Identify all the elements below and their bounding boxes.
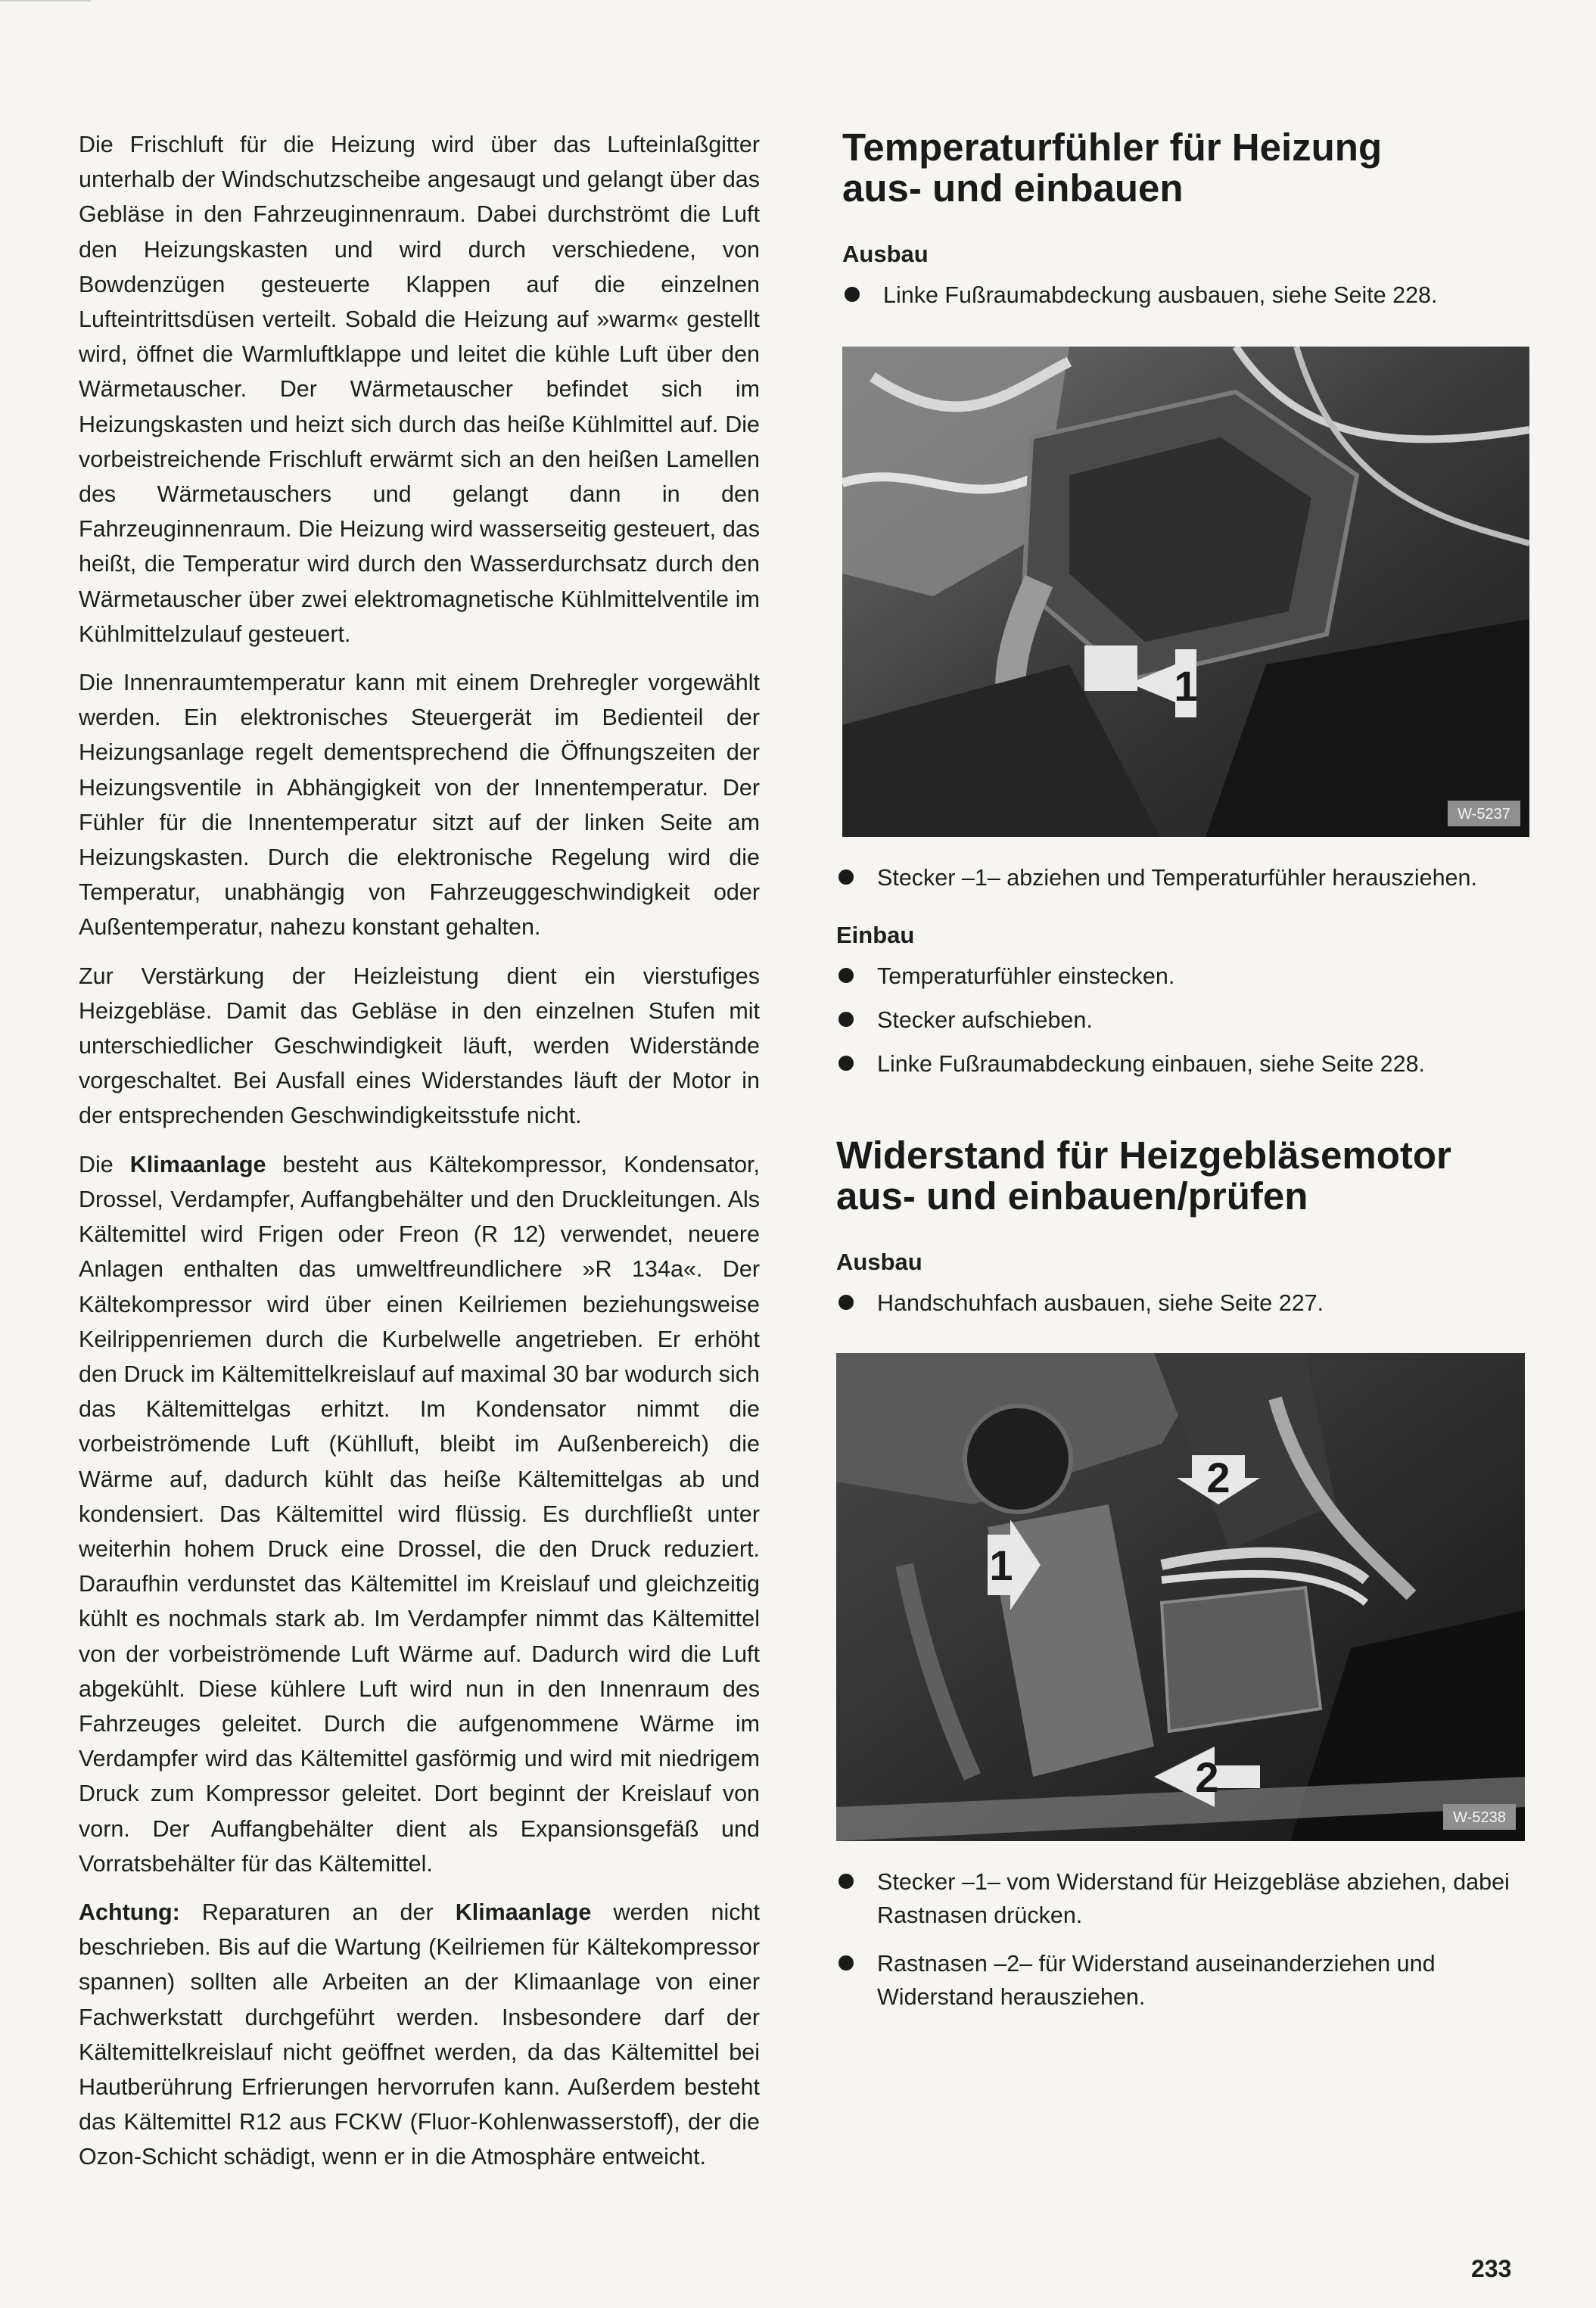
photo-code: W-5237 [1458, 806, 1510, 823]
step-item [836, 861, 1517, 894]
step-item [836, 1003, 1517, 1037]
bullet-icon [838, 968, 854, 983]
section-temperature-sensor [836, 127, 1517, 1081]
photo-temperature-sensor [842, 347, 1529, 837]
step-item [836, 1047, 1517, 1081]
photo-drawing [836, 1353, 1525, 1841]
warning-label: Achtung: [79, 1899, 180, 1925]
right-column [836, 127, 1517, 2014]
title-line: Widerstand für Heizgebläsemotor [836, 1134, 1451, 1177]
paragraph-blower: Zur Verstärkung der Heizleistung dient ein vierstufiges Heizgebläse. Damit das Gebläse in den einzelnen Stufen mit unterschiedlicher Geschwindigkeit läuft, werden Widerstände vorgeschaltet. Bei Ausfall eines Widerstandes läuft der Motor in der entsprechenden Geschwindigkeitsstufe nicht. [79, 963, 760, 1129]
step-text: Stecker aufschieben. [877, 1007, 1093, 1033]
step-text: Stecker –1– abziehen und Temperaturfühler herausziehen. [877, 865, 1477, 891]
photo-code: W-5238 [1453, 1809, 1506, 1826]
photo-callout-1: 1 [1174, 662, 1198, 710]
text: werden nicht beschrieben. Bis auf die Wartung (Keilriemen für Kältekompressor spannen) sollten alle Arbeiten an der Klimaanlage von einer Fachwerkstatt durchgeführt werden. Insbesondere darf der Kältemittelkreislauf nicht geöffnet werden, da das Kältemittel bei Hautberührung Erfrierungen hervorrufen kann. Außerdem besteht das Kältemittel R12 aus FCKW (Fluor-Kohlenwasserstoff), der die Ozon-Schicht schädigt, wenn er in die Atmosphäre entweicht. [79, 1899, 760, 2170]
step-text: Linke Fußraumabdeckung einbauen, siehe Seite 228. [877, 1051, 1426, 1077]
subheading-einbau: Einbau [836, 922, 915, 948]
bold-term: Klimaanlage [455, 1899, 592, 1925]
page-number: 233 [1471, 2255, 1512, 2282]
paragraph-warning [79, 1895, 760, 2175]
bullet-icon [838, 1056, 854, 1071]
step-item [836, 1947, 1517, 2014]
subheading-ausbau: Ausbau [842, 241, 929, 267]
paragraph-heating-airflow: Die Frischluft für die Heizung wird über das Lufteinlaßgitter unterhalb der Windschutzscheibe angesaugt und gelangt über das Gebläse in den Fahrzeuginnenraum. Dabei durchströmt die Luft den Heizungskasten und wird durch verschiedene, von Bowdenzügen gesteuerte Klappen auf die einzelnen Lufteintrittsdüsen verteilt. Sobald die Heizung auf »warm« gestellt wird, öffnet die Warmluftklappe und leitet die kühle Luft über den Wärmetauscher. Der Wärmetauscher befindet sich im Heizungskasten und heizt sich durch das heiße Kühlmittel auf. Die vorbeistreichende Frischluft erwärmt sich an den heißen Lamellen des Wärmetauschers und gelangt dann in den Fahrzeuginnenraum. Die Heizung wird wasserseitig gesteuert, das heißt, die Temperatur wird durch den Wasserdurchsatz durch den Wärmetauscher über zwei elektromagnetische Kühlmittelventile im Kühlmittelzulauf gesteuert. [79, 132, 760, 647]
step-item [836, 960, 1517, 993]
photo-callout-1: 1 [989, 1541, 1013, 1589]
title-line: aus- und einbauen [842, 166, 1184, 210]
photo-blower-resistor [836, 1353, 1525, 1841]
section-blower-resistor [836, 1135, 1517, 2014]
section-title [836, 1135, 1517, 1217]
step-text: Linke Fußraumabdeckung ausbauen, siehe Seite 228. [883, 282, 1438, 308]
title-line: Temperaturfühler für Heizung [842, 126, 1383, 169]
bullet-icon [838, 1874, 854, 1889]
step-item [836, 1286, 1517, 1320]
photo-drawing [842, 347, 1529, 837]
text: Die [79, 1151, 130, 1177]
subheading-ausbau: Ausbau [836, 1249, 922, 1275]
photo-callout-2-bottom: 2 [1195, 1753, 1219, 1801]
title-line: aus- und einbauen/prüfen [836, 1174, 1308, 1218]
step-text: Stecker –1– vom Widerstand für Heizgebläse abziehen, dabei Rastnasen drücken. [877, 1869, 1510, 1928]
step-item [836, 1865, 1517, 1932]
bullet-icon [838, 1955, 854, 1971]
step-text: Handschuhfach ausbauen, siehe Seite 227. [877, 1290, 1324, 1316]
paragraph-temperature-control: Die Innenraumtemperatur kann mit einem Drehregler vorgewählt werden. Ein elektronisches Steuergerät im Bedienteil der Heizungsanlage regelt dementsprechend die Öffnungszeiten der Heizungsventile in Abhängigkeit von der Innentemperatur. Der Fühler für die Innentemperatur sitzt auf der linken Seite am Heizungskasten. Durch die elektronische Regelung wird die Temperatur, unabhängig von Fahrzeuggeschwindigkeit oder Außentemperatur, nahezu konstant gehalten. [79, 670, 760, 941]
bullet-icon [838, 869, 854, 885]
bold-term: Klimaanlage [129, 1151, 266, 1177]
text: besteht aus Kältekompressor, Kondensator, Drossel, Verdampfer, Auffangbehälter und den Druckleitungen. Als Kältemittel wird Frigen oder Freon (R 12) verwendet, neuere Anlagen enthalten das umweltfreundlichere »R 134a«. Der Kältekompressor wird über einen Keilriemen beziehungsweise Keilrippenriemen durch die Kurbelwelle angetrieben. Er erhöht den Druck im Kältemittelkreislauf auf maximal 30 bar wodurch sich das Kältemittelgas erhitzt. Im Kondensator nimmt die vorbeiströmende Luft (Kühlluft, bleibt im Außenbereich) die Wärme auf, dadurch kühlt das heiße Kältemittelgas ab und kondensiert. Das Kältemittel wird flüssig. Es durchfließt unter weiterhin hohem Druck eine Drossel, die den Druck reduziert. Daraufhin verdunstet das Kältemittel im Kreislauf und gleichzeitig kühlt es nochmals stark ab. Im Verdampfer nimmt das Kältemittel von der vorbeiströmende Luft Wärme auf. Dadurch wird die Luft abgekühlt. Diese kühlere Luft wird nun in den Innenraum des Fahrzeuges geleitet. Durch die aufgenommene Wärme im Verdampfer wird das Kältemittel gasförmig und wird mit niedrigem Druck zum Kompressor geleitet. Dort beginnt der Kreislauf von vorn. Der Auffangbehälter dient als Expansionsgefäß und Vorratsbehälter für das Kältemittel. [79, 1151, 760, 1877]
step-item [842, 278, 1517, 312]
section-title [842, 127, 1517, 209]
photo-callout-2-top: 2 [1206, 1454, 1230, 1501]
bullet-icon [838, 1012, 854, 1027]
step-text: Rastnasen –2– für Widerstand auseinanderziehen und Widerstand herausziehen. [877, 1951, 1436, 2010]
top-rule [0, 0, 91, 2]
left-column [79, 127, 760, 2188]
paragraph-air-conditioning [79, 1147, 760, 1881]
bullet-icon [845, 287, 860, 302]
text: Reparaturen an der [179, 1899, 456, 1925]
step-text: Temperaturfühler einstecken. [877, 963, 1175, 989]
bullet-icon [838, 1295, 854, 1310]
